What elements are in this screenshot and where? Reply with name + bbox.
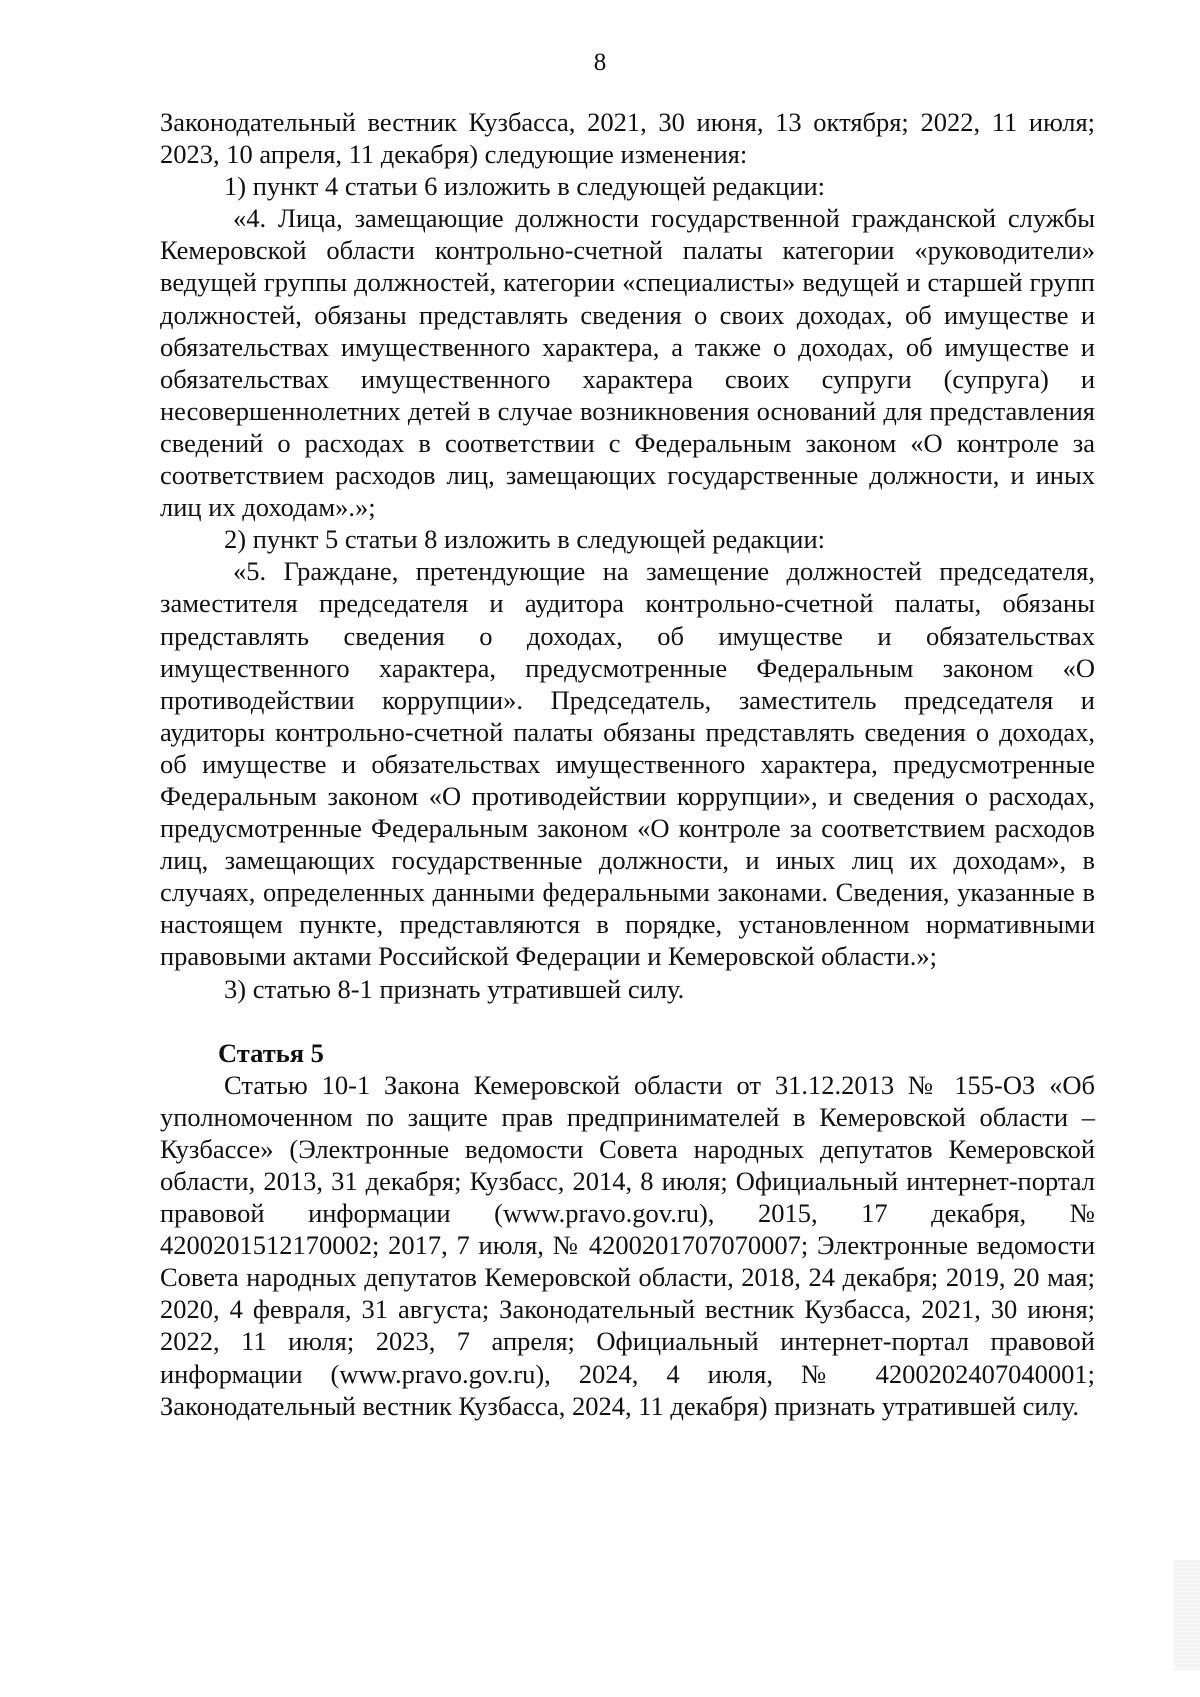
section-spacer <box>160 1005 1095 1037</box>
paragraph-item-1: 1) пункт 4 статьи 6 изложить в следующей редакции: <box>224 171 825 202</box>
document-body <box>160 106 1095 1422</box>
paragraph-quote-4: «4. Лица, замещающие должности государственной гражданской службы Кемеровской области контрольно-счетной палаты категории «руководители» ведущей группы должностей, категории «специалисты» ведущей и старшей групп должностей, обязаны представлять сведения о своих доходах, об имуществе и обязательствах имущественного характера, а также о доходах, об имуществе и обязательствах имущественного характера своих супруги (супруга) и несовершеннолетних детей в случае возникновения оснований для представления сведений о расходах в соответствии с Федеральным законом «О контроле за соответствием расходов лиц, замещающих государственные должности, и иных лиц их доходам».»; <box>160 203 1095 523</box>
paragraph-continuation: Законодательный вестник Кузбасса, 2021, 30 июня, 13 октября; 2022, 11 июля; 2023, 10 апреля, 11 декабря) следующие изменения: <box>160 107 1095 170</box>
paragraph-item-2: 2) пункт 5 статьи 8 изложить в следующей редакции: <box>224 524 825 555</box>
article-5-text: Статью 10-1 Закона Кемеровской области от 31.12.2013 № 155-ОЗ «Об уполномоченном по защите прав предпринимателей в Кемеровской области – Кузбассе» (Электронные ведомости Совета народных депутатов Кемеровской области, 2013, 31 декабря; Кузбасс, 2014, 8 июля; Официальный интернет-портал правовой информации (www.pravo.gov.ru), 2015, 17 декабря, № 4200201512170002; 2017, 7 июля, № 4200201707070007; Электронные ведомости Совета народных депутатов Кемеровской области, 2018, 24 декабря; 2019, 20 мая; 2020, 4 февраля, 31 августа; Законодательный вестник Кузбасса, 2021, 30 июня; 2022, 11 июля; 2023, 7 апреля; Официальный интернет-портал правовой информации (www.pravo.gov.ru), 2024, 4 июля, № 4200202407040001; Законодательный вестник Кузбасса, 2024, 11 декабря) признать утратившей силу. <box>160 1069 1095 1421</box>
page-number: 8 <box>593 49 607 76</box>
scan-edge-mark <box>1174 1560 1200 1670</box>
paragraph-item-3: 3) статью 8-1 признать утратившей силу. <box>224 973 685 1004</box>
paragraph-quote-5: «5. Граждане, претендующие на замещение должностей председателя, заместителя председателя и аудитора контрольно-счетной палаты, обязаны представлять сведения о доходах, об имуществе и обязательствах имущественного характера, предусмотренные Федеральным законом «О противодействии коррупции». Председатель, заместитель председателя и аудиторы контрольно-счетной палаты обязаны представлять сведения о доходах, об имуществе и обязательствах имущественного характера, предусмотренные Федеральным законом «О противодействии коррупции», и сведения о расходах, предусмотренные Федеральным законом «О контроле за соответствием расходов лиц, замещающих государственные должности, и иных лиц их доходам», в случаях, определенных данными федеральными законами. Сведения, указанные в настоящем пункте, представляются в порядке, установленном нормативными правовыми актами Российской Федерации и Кемеровской области.»; <box>160 556 1095 972</box>
article-heading: Статья 5 <box>218 1037 324 1068</box>
